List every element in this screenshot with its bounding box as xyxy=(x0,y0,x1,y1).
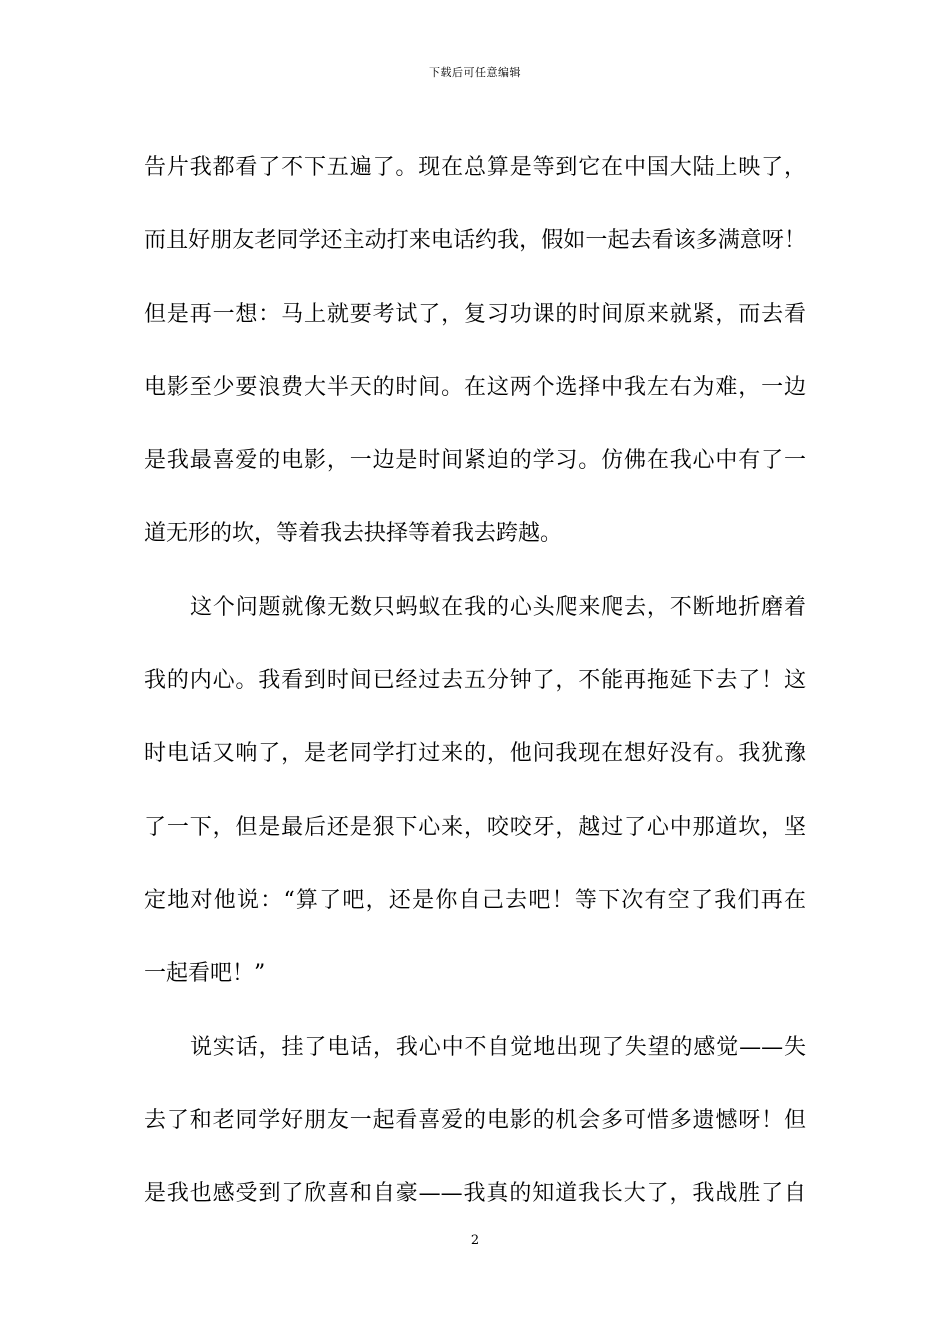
page-number: 2 xyxy=(470,1233,480,1248)
text-line: 是我最喜爱的电影，一边是时间紧迫的学习。仿佛在我心中有了一 xyxy=(144,448,806,474)
text-line: 了一下，但是最后还是狠下心来，咬咬牙，越过了心中那道坎，坚 xyxy=(144,814,806,840)
body-text xyxy=(144,131,806,1230)
text-line: 一起看吧！” xyxy=(144,961,266,987)
paragraph-start-line: 这个问题就像无数只蚂蚁在我的心头爬来爬去，不断地折磨着 xyxy=(190,594,806,620)
text-line: 是我也感受到了欣喜和自豪——我真的知道我长大了，我战胜了自 xyxy=(144,1181,806,1207)
text-line: 电影至少要浪费大半天的时间。在这两个选择中我左右为难，一边 xyxy=(144,374,806,400)
text-line: 定地对他说：“算了吧，还是你自己去吧！等下次有空了我们再在 xyxy=(144,887,806,913)
text-line: 道无形的坎，等着我去抉择等着我去跨越。 xyxy=(144,521,563,547)
paragraph-start-line: 说实话，挂了电话，我心中不自觉地出现了失望的感觉——失 xyxy=(190,1034,806,1060)
text-line: 时电话又响了，是老同学打过来的，他问我现在想好没有。我犹豫 xyxy=(144,741,806,767)
text-line: 但是再一想：马上就要考试了，复习功课的时间原来就紧，而去看 xyxy=(144,301,806,327)
text-line: 去了和老同学好朋友一起看喜爱的电影的机会多可惜多遗憾呀！但 xyxy=(144,1107,806,1133)
text-line: 而且好朋友老同学还主动打来电话约我，假如一起去看该多满意呀！ xyxy=(144,228,806,254)
page-header: 下载后可任意编辑 xyxy=(429,66,521,79)
text-line: 告片我都看了不下五遍了。现在总算是等到它在中国大陆上映了， xyxy=(144,155,806,180)
text-line: 我的内心。我看到时间已经过去五分钟了，不能再拖延下去了！这 xyxy=(144,668,806,694)
